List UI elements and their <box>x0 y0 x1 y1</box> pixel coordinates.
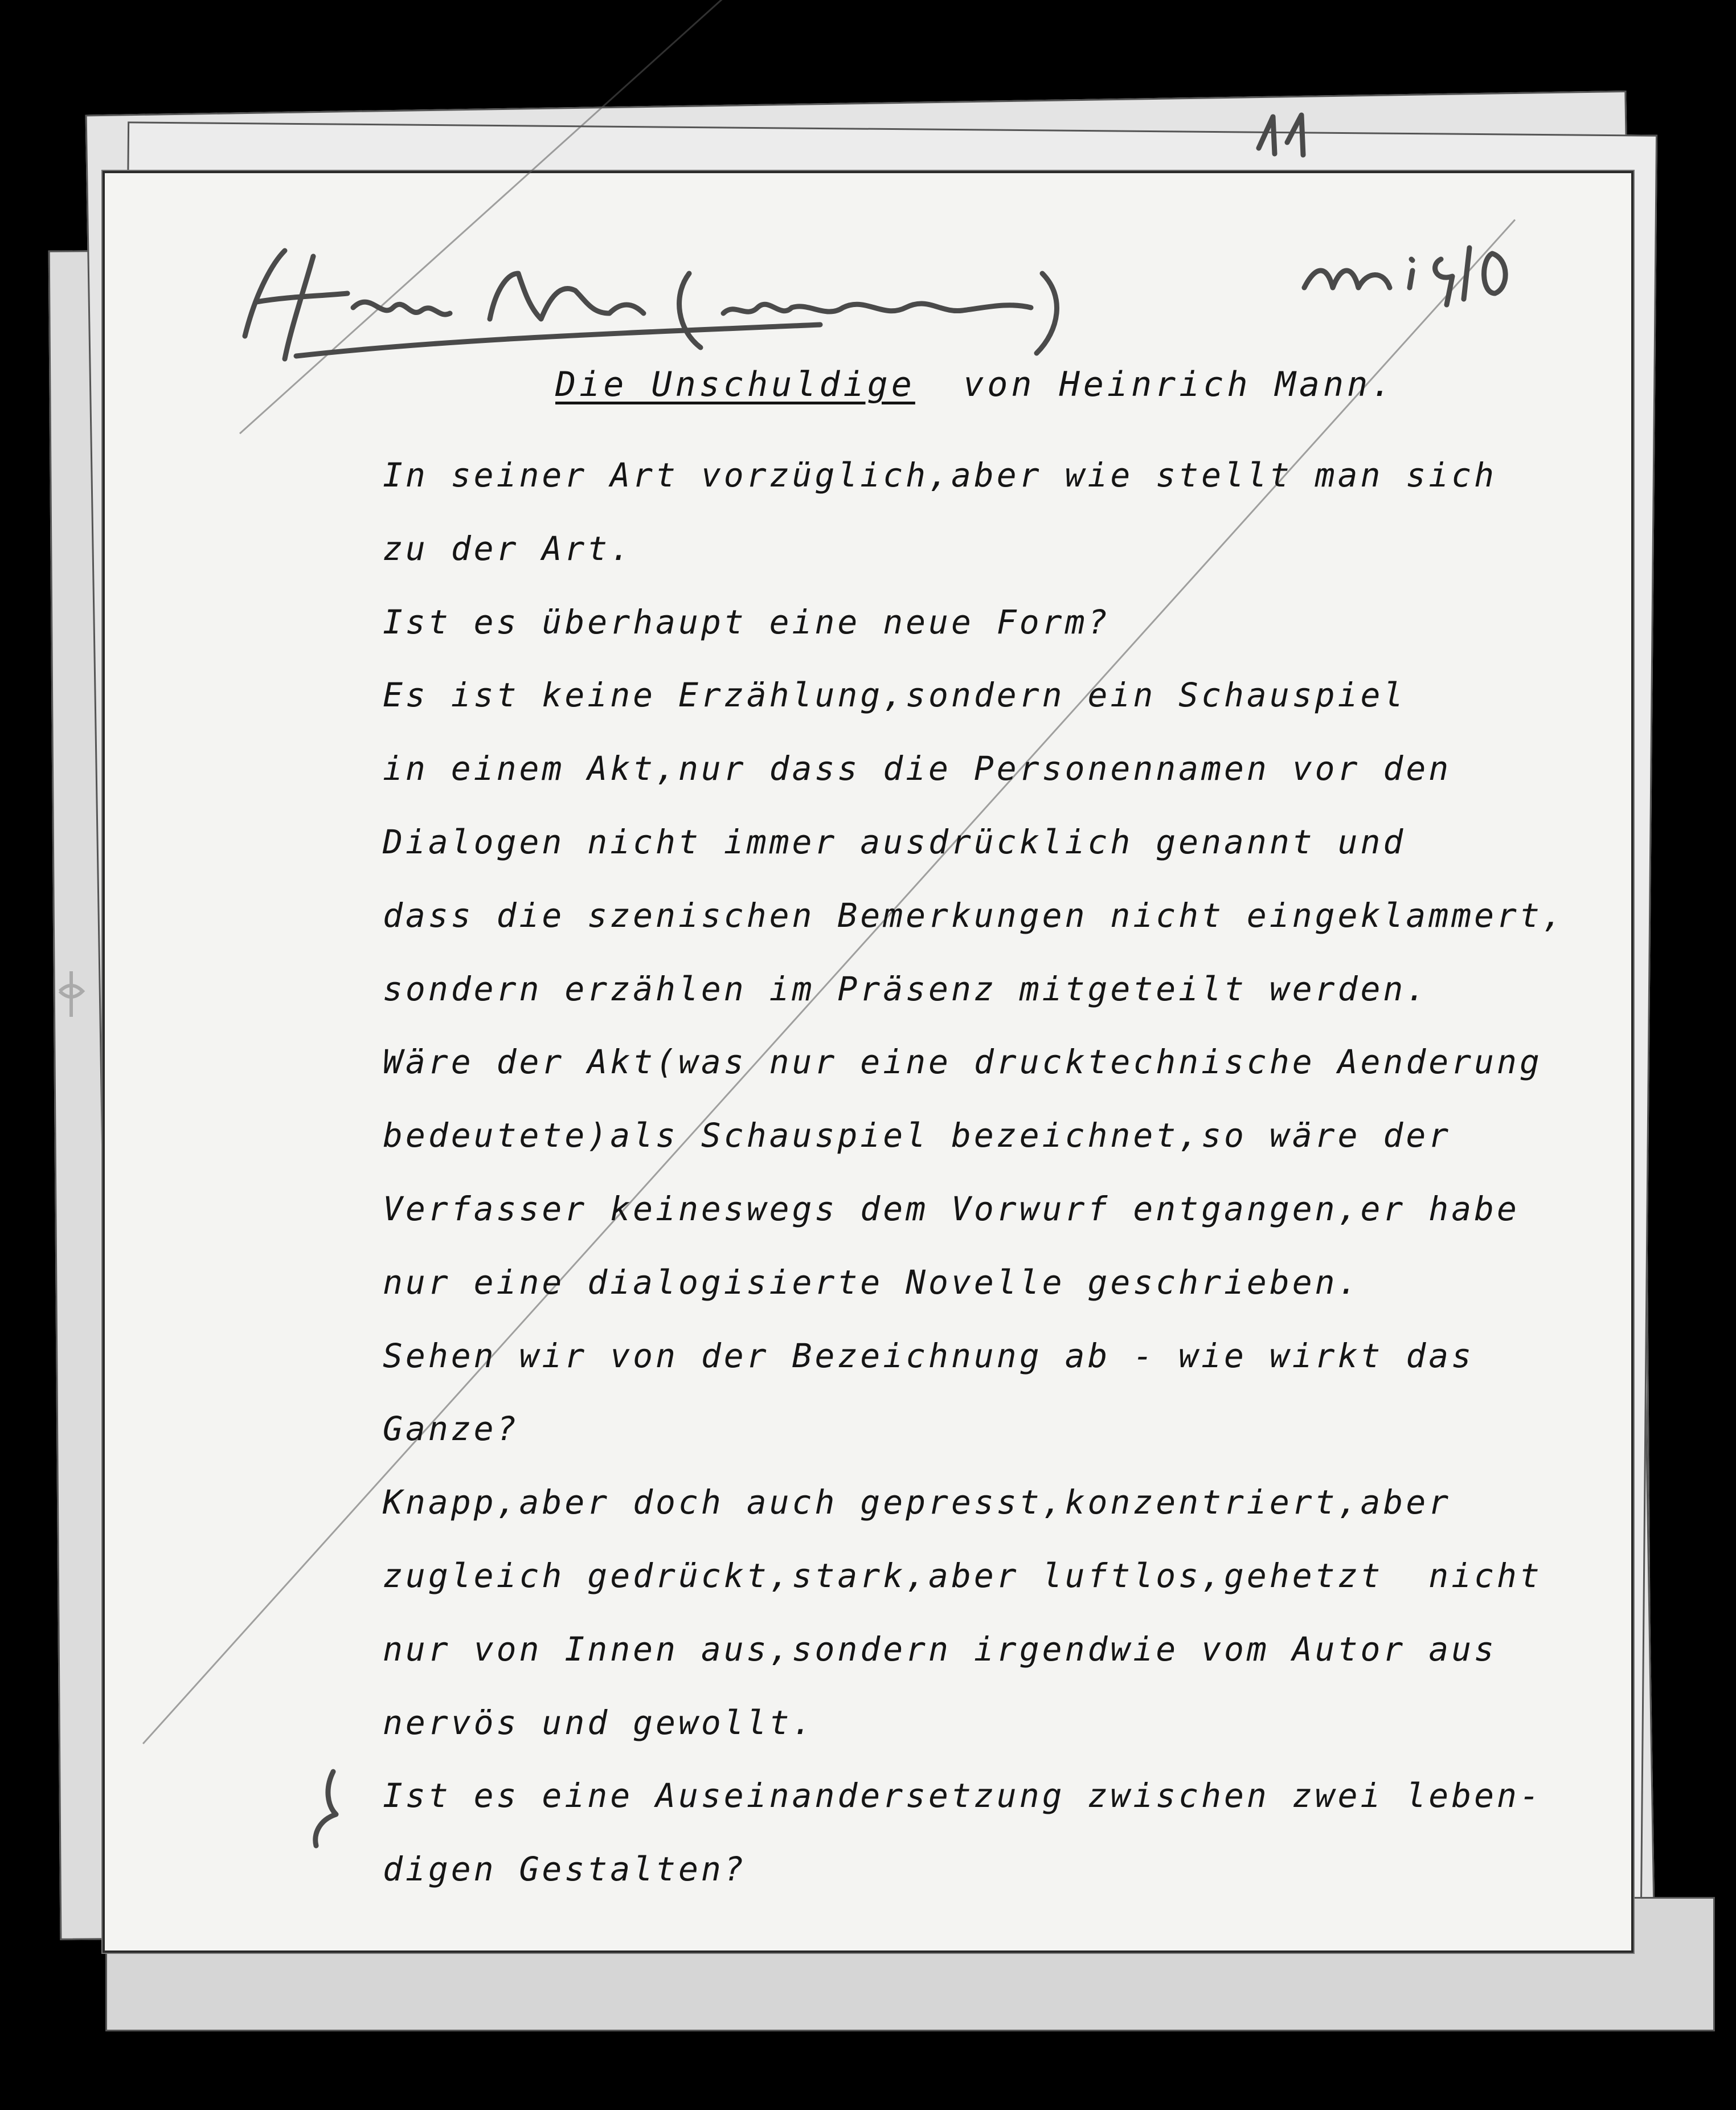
text-line: digen Gestalten? <box>383 1850 747 1889</box>
text-line: zu der Art. <box>383 529 633 568</box>
text-line: Ist es überhaupt eine neue Form? <box>383 602 1111 641</box>
text-line: Ist es eine Auseinandersetzung zwischen zwei leben- <box>383 1776 1542 1815</box>
handwritten-date <box>1293 225 1532 310</box>
text-line: dass die szenischen Bemerkungen nicht eingeklammert, <box>383 895 1565 935</box>
title-author: von Heinrich Mann. <box>915 365 1395 404</box>
text-line: Es ist keine Erzählung,sondern ein Schauspiel <box>383 676 1406 715</box>
text-line: Dialogen nicht immer ausdrücklich genannt und <box>383 822 1406 861</box>
text-line: zugleich gedrückt,stark,aber luftlos,gehetzt nicht <box>383 1556 1542 1595</box>
handwritten-author-annotation <box>222 239 1133 370</box>
handwritten-page-number <box>1247 108 1327 160</box>
text-line: in einem Akt,nur dass die Personennamen vor den <box>383 749 1452 788</box>
text-line: nur von Innen aus,sondern irgendwie vom Autor aus <box>383 1629 1497 1669</box>
text-line: Wäre der Akt(was nur eine drucktechnische Aenderung <box>383 1042 1542 1082</box>
text-line: nur eine dialogisierte Novelle geschrieben. <box>383 1262 1361 1302</box>
document-title <box>555 365 1395 404</box>
text-line: In seiner Art vorzüglich,aber wie stellt man sich <box>383 456 1497 494</box>
text-line: bedeutete)als Schauspiel bezeichnet,so wäre der <box>383 1116 1452 1155</box>
text-line: Verfasser keineswegs dem Vorwurf entgangen,er habe <box>383 1189 1520 1228</box>
text-line: Knapp,aber doch auch gepresst,konzentriert,aber <box>383 1483 1452 1522</box>
typewritten-body <box>383 439 1565 1906</box>
title-work: Die Unschuldige <box>555 365 915 404</box>
margin-mark-icon <box>302 1766 347 1851</box>
text-line: nervös und gewollt. <box>383 1703 815 1742</box>
text-line: Sehen wir von der Bezeichnung ab - wie wirkt das <box>383 1336 1475 1375</box>
clip-icon <box>54 968 88 1020</box>
text-line: sondern erzählen im Präsenz mitgeteilt werden. <box>383 969 1429 1008</box>
text-line: Ganze? <box>383 1409 519 1449</box>
